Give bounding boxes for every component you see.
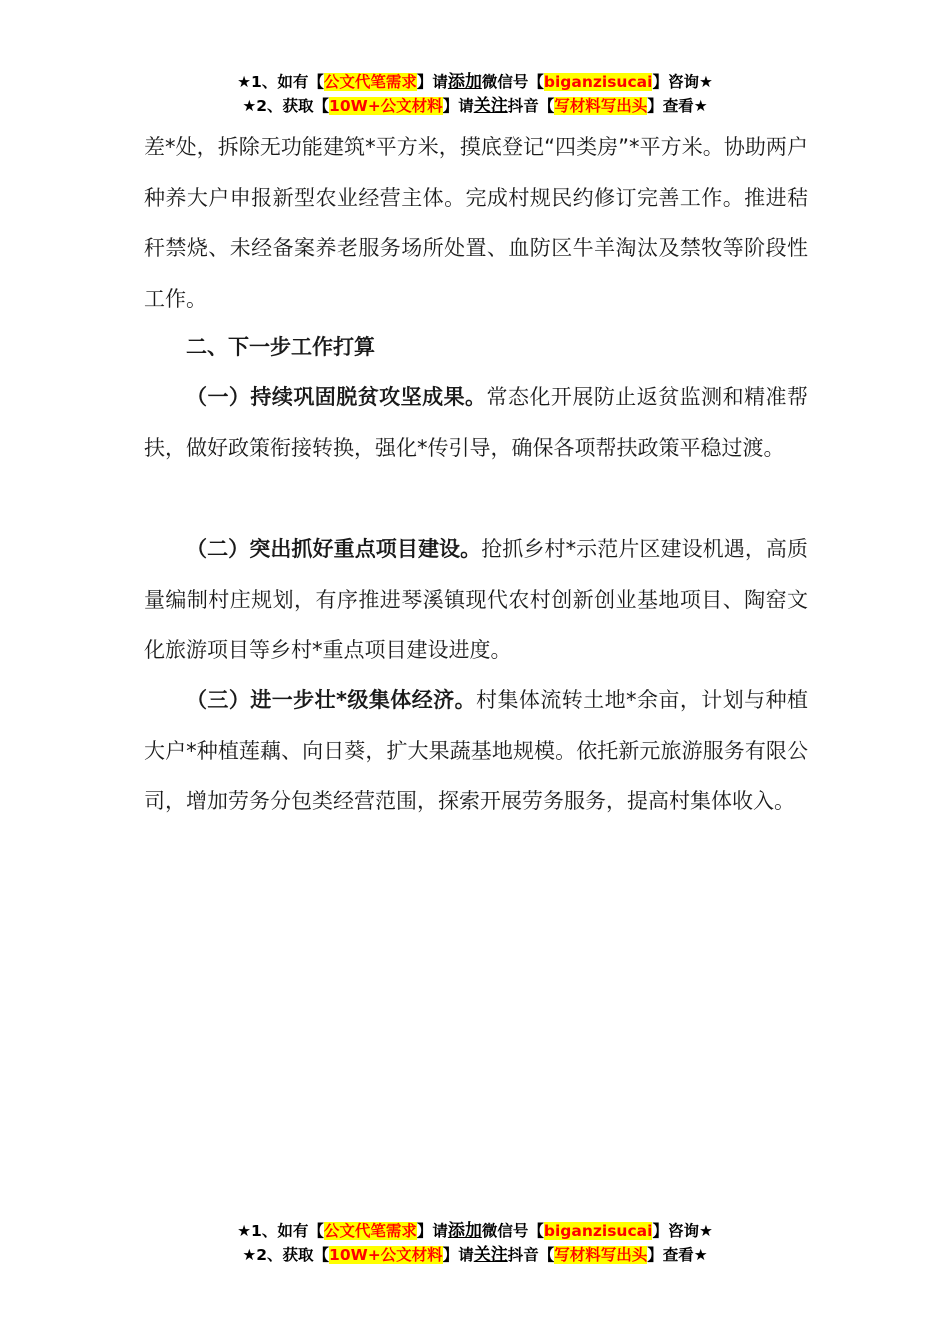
banner-emphasis: 添加 (447, 1221, 482, 1241)
banner-highlight: 写材料写出头 (554, 97, 648, 115)
banner-highlight: biganzisucai (543, 1222, 653, 1240)
banner-line-1 (0, 1219, 950, 1243)
banner-text: ★1、如有【 (237, 73, 324, 91)
banner-highlight: biganzisucai (543, 73, 653, 91)
plan-item-text: 常态化开展防止返贫监测和精准帮扶，做好政策衔接转换，强化*传引导，确保各项帮扶政策平稳过渡。 (144, 385, 808, 460)
banner-line-1 (0, 70, 950, 94)
paragraph-text: 差*处，拆除无功能建筑*平方米，摸底登记“四类房”*平方米。协助两户种养大户申报新型农业经营主体。完成村规民约修订完善工作。推进秸秆禁烧、未经备案养老服务场所处置、血防区牛羊淘汰及禁牧等阶段性工作。 (144, 135, 808, 311)
plan-item-2 (144, 524, 808, 676)
banner-text: 】查看★ (647, 97, 708, 115)
plan-item-1 (144, 372, 808, 473)
footer-banner (0, 1219, 950, 1267)
plan-item-text: 抢抓乡村*示范片区建设机遇，高质量编制村庄规划，有序推进琴溪镇现代农村创新创业基地项目、陶窑文化旅游项目等乡村*重点项目建设进度。 (144, 537, 809, 662)
header-banner (0, 70, 950, 118)
section-heading-text: 二、下一步工作打算 (186, 335, 375, 359)
banner-line-2 (0, 1243, 950, 1267)
plan-item-3 (144, 675, 808, 827)
banner-text: ★2、获取【 (242, 1246, 330, 1264)
banner-text: 抖音【 (507, 97, 555, 115)
banner-text: 】咨询★ (652, 1222, 713, 1240)
banner-text: 】咨询★ (652, 73, 713, 91)
banner-text: 】请 (416, 73, 448, 91)
banner-highlight: 写材料写出头 (554, 1246, 648, 1264)
banner-text: 】请 (442, 97, 474, 115)
plan-item-text: 村集体流转土地*余亩，计划与种植大户*种植莲藕、向日葵，扩大果蔬基地规模。依托新元旅游服务有限公司，增加劳务分包类经营范围，探索开展劳务服务，提高村集体收入。 (144, 688, 809, 813)
banner-emphasis: 关注 (473, 96, 508, 116)
plan-item-lead: （一）持续巩固脱贫攻坚成果。 (186, 385, 487, 409)
banner-text: 】请 (442, 1246, 474, 1264)
banner-text: ★2、获取【 (242, 97, 330, 115)
plan-item-lead: （二）突出抓好重点项目建设。 (186, 537, 482, 561)
banner-highlight: 10W+公文材料 (329, 97, 443, 115)
continuation-paragraph (144, 122, 808, 324)
banner-highlight: 公文代笔需求 (323, 1222, 417, 1240)
banner-text: 微信号【 (481, 1222, 544, 1240)
banner-text: 】请 (416, 1222, 448, 1240)
banner-text: 抖音【 (507, 1246, 555, 1264)
banner-highlight: 10W+公文材料 (329, 1246, 443, 1264)
section-heading (144, 322, 808, 373)
banner-emphasis: 关注 (473, 1245, 508, 1265)
plan-item-lead: （三）进一步壮*级集体经济。 (186, 688, 477, 712)
banner-highlight: 公文代笔需求 (323, 73, 417, 91)
banner-text: 微信号【 (481, 73, 544, 91)
banner-line-2 (0, 94, 950, 118)
banner-emphasis: 添加 (447, 72, 482, 92)
banner-text: 】查看★ (647, 1246, 708, 1264)
banner-text: ★1、如有【 (237, 1222, 324, 1240)
